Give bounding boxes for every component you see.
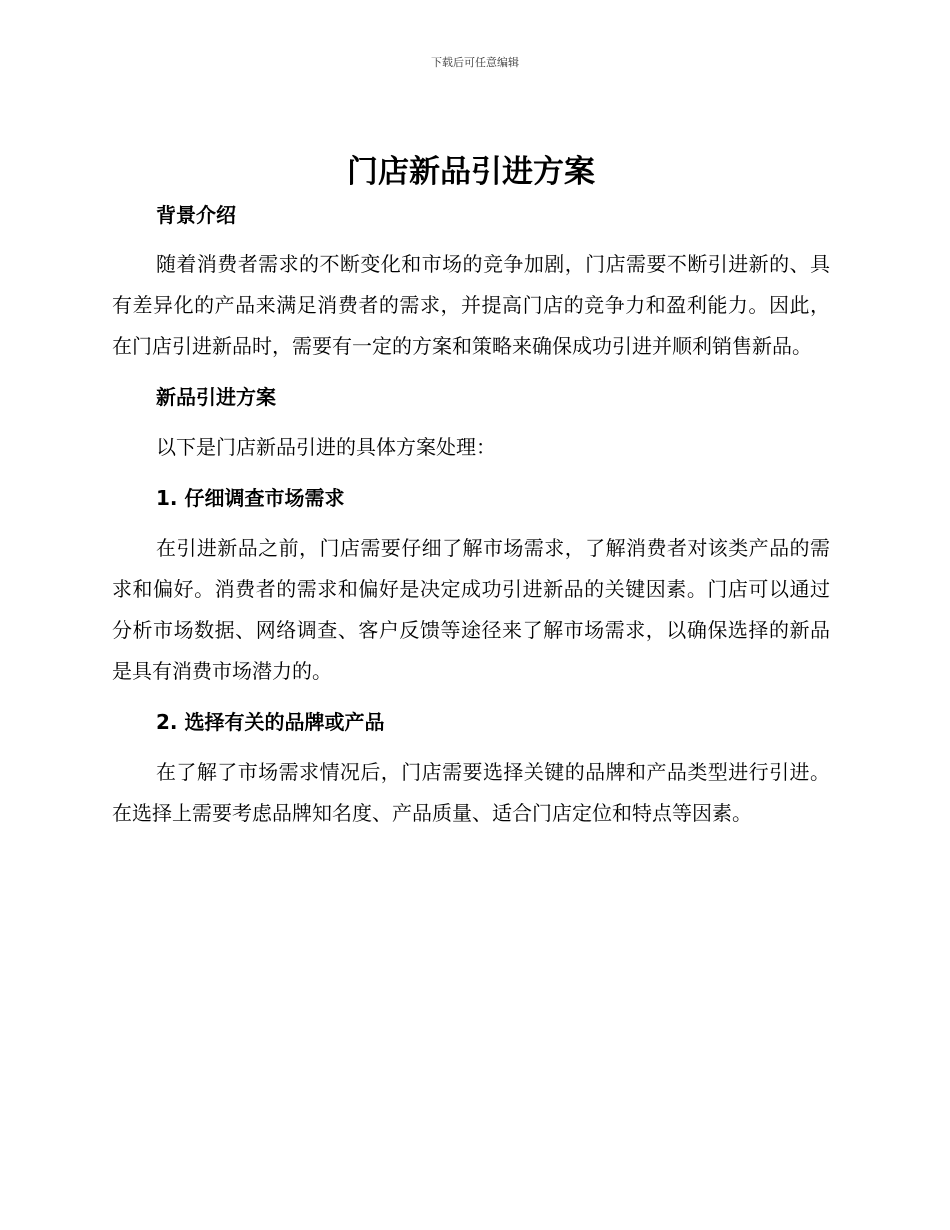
- paragraph-step1: 在引进新品之前，门店需要仔细了解市场需求，了解消费者对该类产品的需求和偏好。消费者的需求和偏好是决定成功引进新品的关键因素。门店可以通过分析市场数据、网络调查、客户反馈等途径来了解市场需求，以确保选择的新品是具有消费市场潜力的。: [112, 536, 830, 683]
- paragraph-step2: 在了解了市场需求情况后，门店需要选择关键的品牌和产品类型进行引进。在选择上需要考虑品牌知名度、产品质量、适合门店定位和特点等因素。: [112, 760, 830, 825]
- section-heading-step1: 1. 仔细调查市场需求: [156, 486, 345, 510]
- paragraph-background: 随着消费者需求的不断变化和市场的竞争加剧，门店需要不断引进新的、具有差异化的产品来满足消费者的需求，并提高门店的竞争力和盈利能力。因此，在门店引进新品时，需要有一定的方案和策略来确保成功引进并顺利销售新品。: [112, 252, 830, 358]
- section-heading-step2: 2. 选择有关的品牌或产品: [156, 710, 385, 734]
- paragraph-plan-intro: 以下是门店新品引进的具体方案处理：: [156, 435, 496, 459]
- section-heading-plan: 新品引进方案: [156, 385, 276, 409]
- document-title: 门店新品引进方案: [347, 154, 595, 190]
- header-note: 下载后可任意编辑: [431, 56, 519, 69]
- document-body: [112, 148, 830, 834]
- section-heading-background: 背景介绍: [156, 203, 236, 227]
